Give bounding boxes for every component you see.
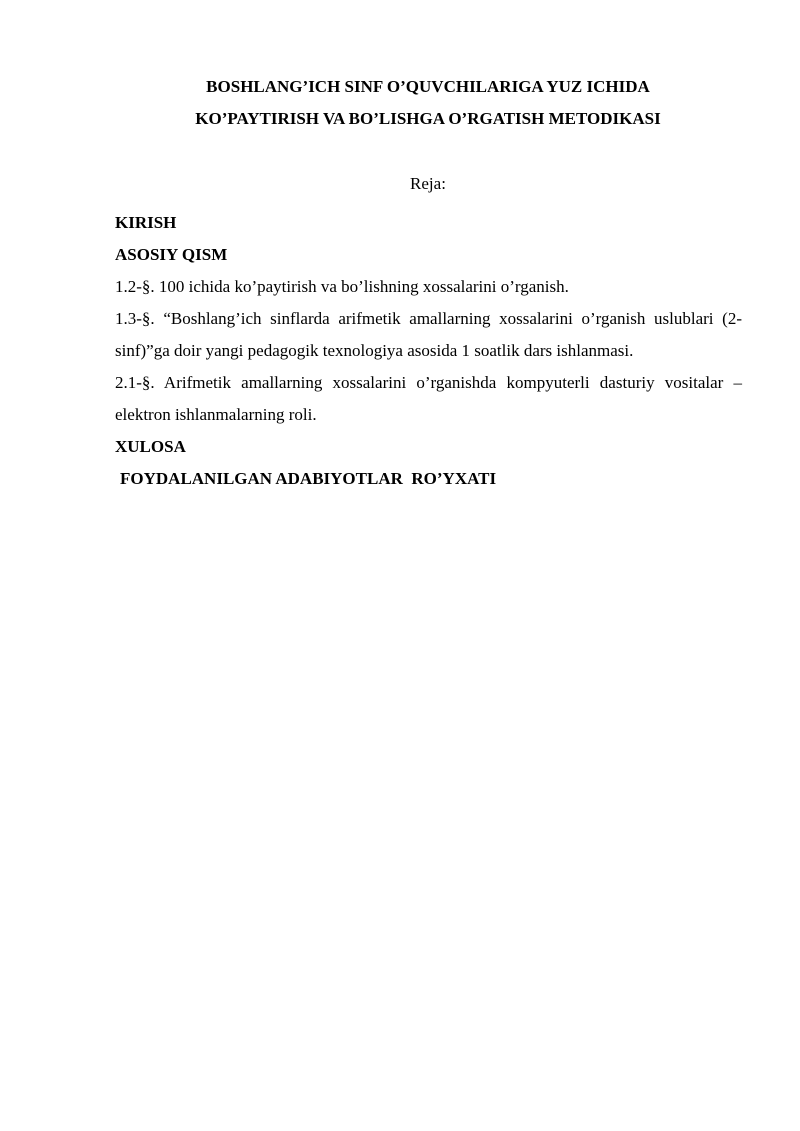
document-title-line-2: KO’PAYTIRISH VA BO’LISHGA O’RGATISH METODIKASI (195, 109, 661, 128)
plan-label: Reja: (410, 174, 446, 193)
section-references: FOYDALANILGAN ADABIYOTLAR RO’YXATI (120, 469, 497, 488)
section-main-part: ASOSIY QISM (115, 245, 228, 264)
section-conclusion: XULOSA (115, 437, 186, 456)
plan-contents (115, 207, 742, 495)
section-intro: KIRISH (115, 213, 177, 232)
document-title-line-1: BOSHLANG’ICH SINF O’QUVCHILARIGA YUZ ICHIDA (206, 77, 650, 96)
plan-item-1-2: 1.2-§. 100 ichida ko’paytirish va bo’lishning xossalarini o’rganish. (115, 277, 569, 296)
plan-item-2-1: 2.1-§. Arifmetik amallarning xossalarini o’rganishda kompyuterli dasturiy vositalar – elektron ishlanmalarning roli. (115, 373, 742, 424)
plan-item-1-3: 1.3-§. “Boshlang’ich sinflarda arifmetik amallarning xossalarini o’rganish uslublari (2-sinf)”ga doir yangi pedagogik texnologiya asosida 1 soatlik dars ishlanmasi. (115, 309, 742, 360)
